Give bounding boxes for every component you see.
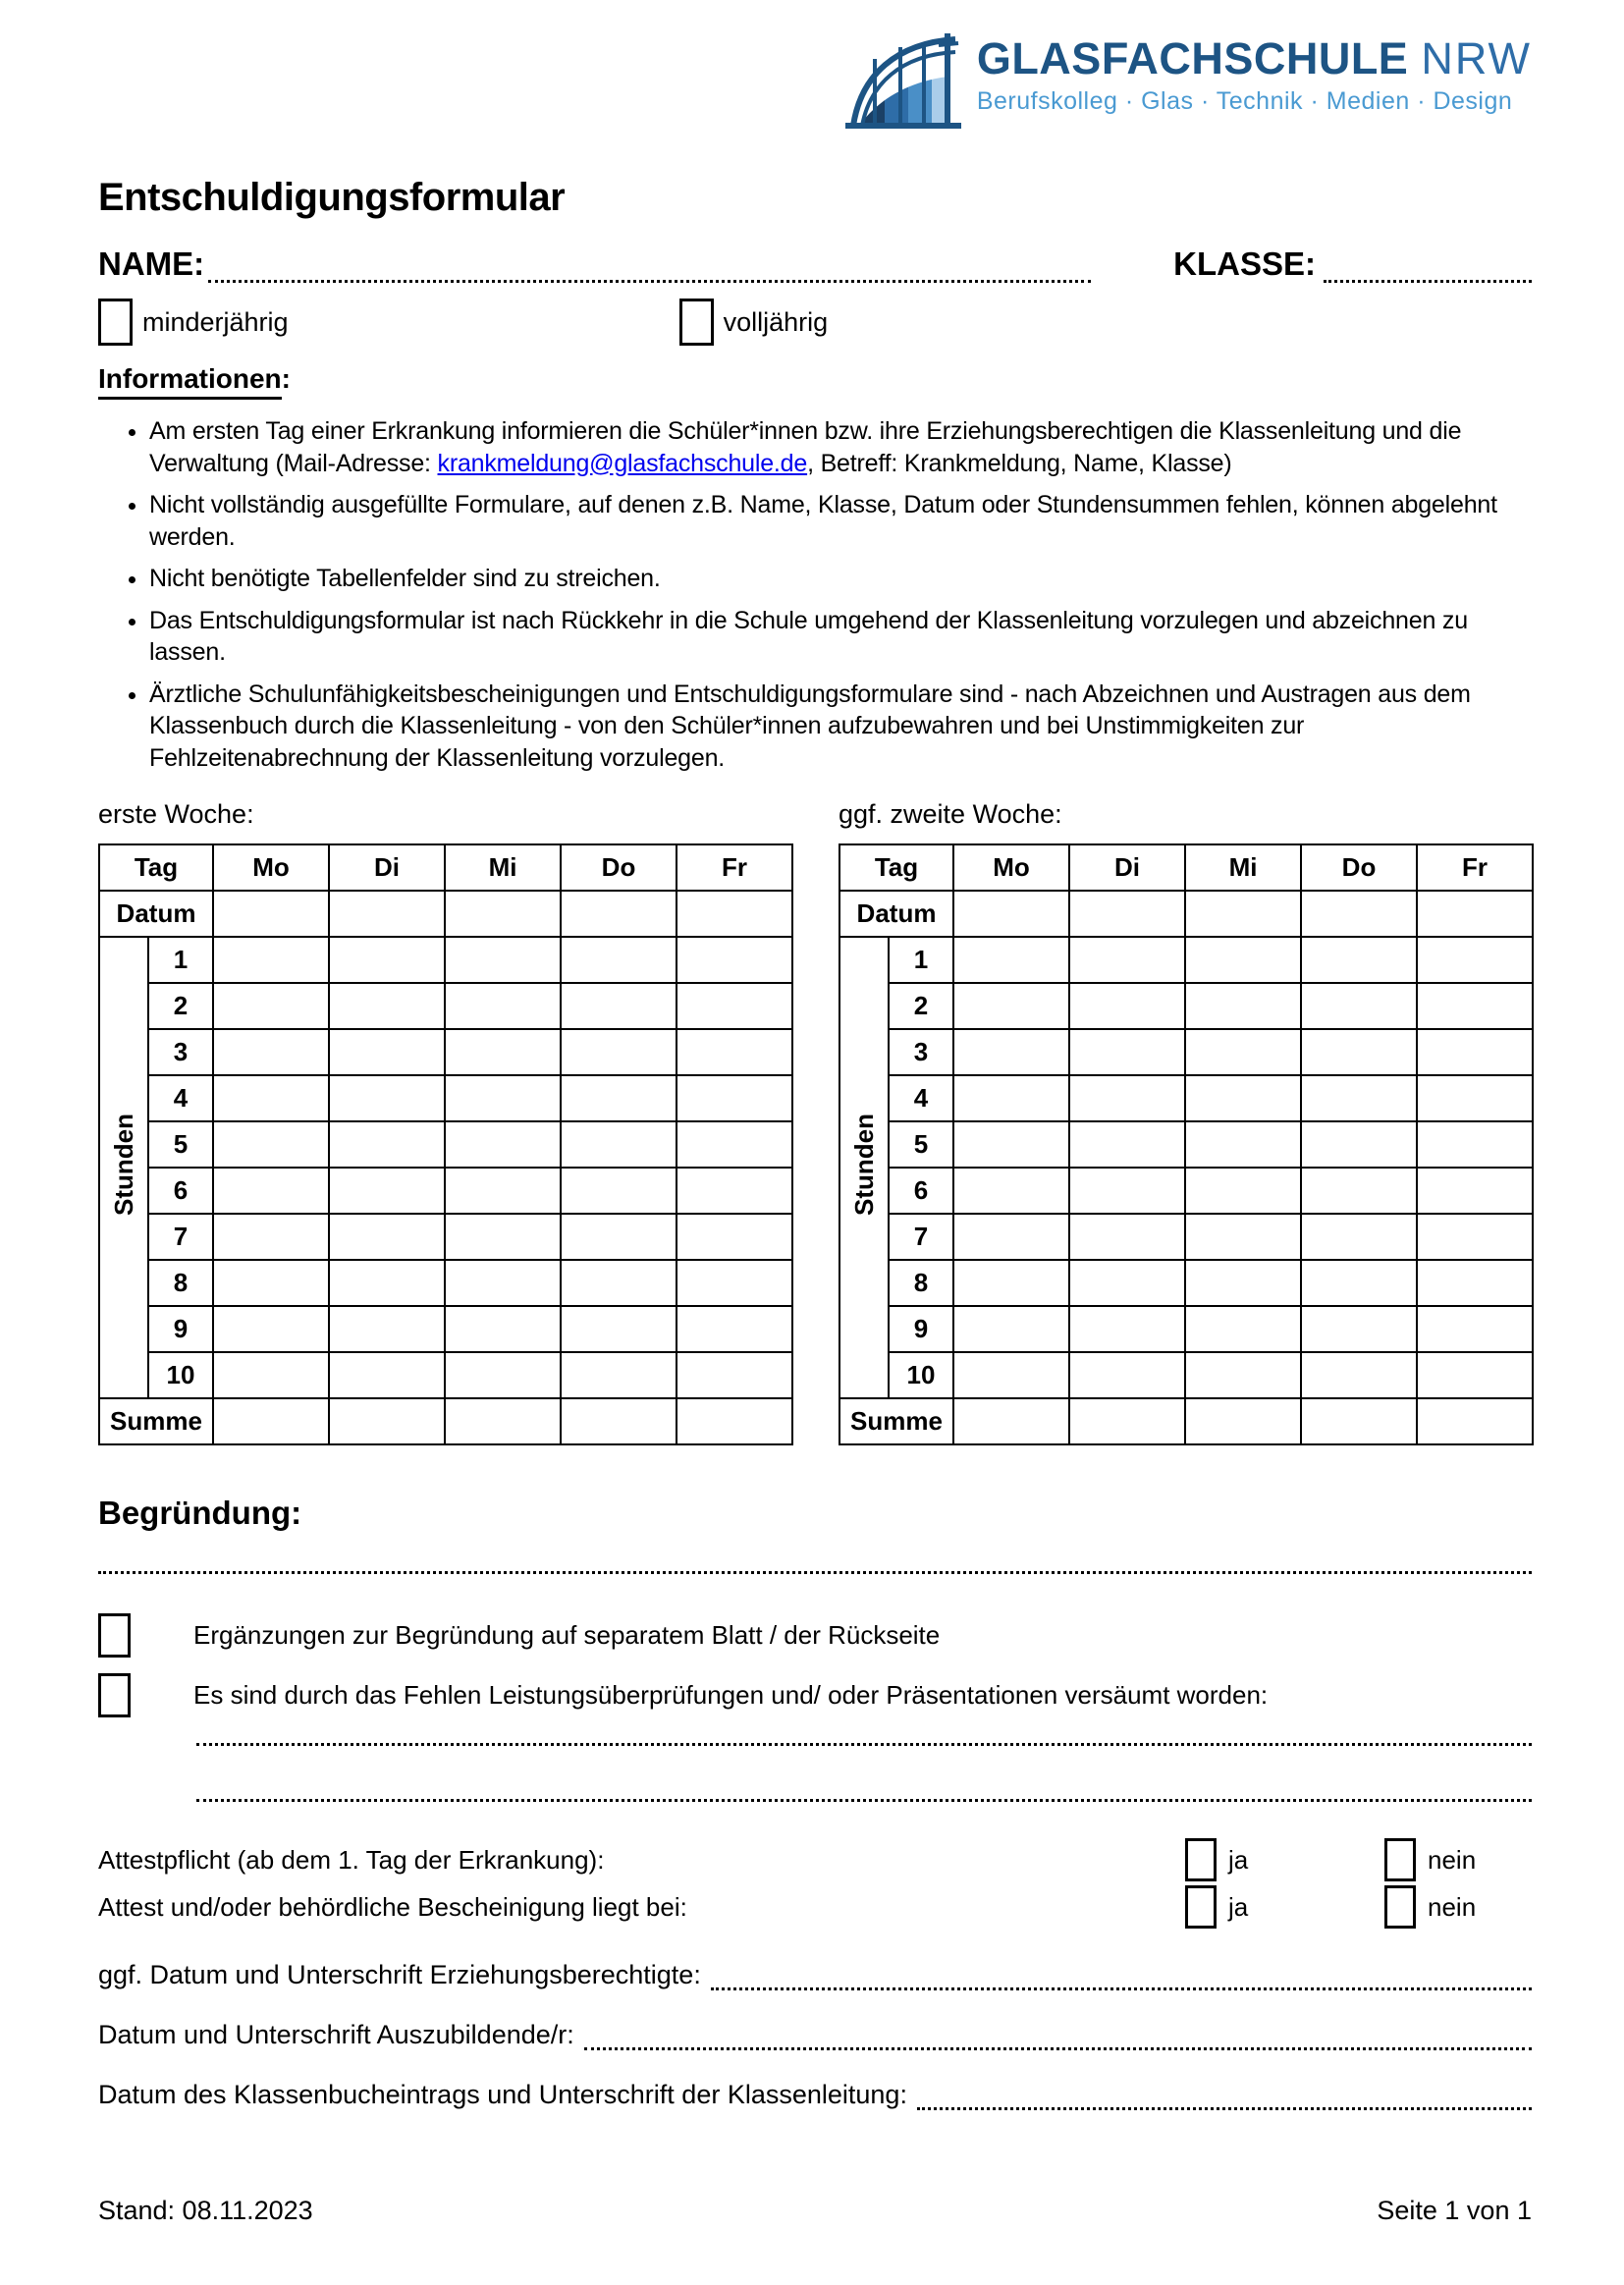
hour-cell[interactable] [329, 1306, 445, 1352]
hour-cell[interactable] [1301, 1121, 1417, 1168]
hour-cell[interactable] [1185, 937, 1301, 983]
hour-cell[interactable] [1069, 1029, 1185, 1075]
hour-cell[interactable] [677, 1029, 792, 1075]
first-week-label: erste Woche: [98, 799, 254, 829]
hour-cell[interactable] [445, 983, 561, 1029]
klasse-input-line[interactable] [1324, 247, 1532, 283]
krankmeldung-email-link[interactable]: krankmeldung@glasfachschule.de [437, 449, 808, 477]
day-header-mo: Mo [953, 844, 1069, 891]
age-checkbox-row [98, 299, 1532, 346]
attest-pflicht-no-checkbox[interactable] [1384, 1838, 1416, 1881]
datum-cell[interactable] [213, 891, 329, 937]
hour-cell[interactable] [561, 1352, 677, 1398]
summe-cell[interactable] [213, 1398, 329, 1444]
hour-cell[interactable] [329, 1029, 445, 1075]
hour-label-3: 3 [148, 1029, 213, 1075]
adult-option [679, 299, 829, 346]
summe-cell[interactable] [1301, 1398, 1417, 1444]
hour-label-8: 8 [889, 1260, 953, 1306]
hour-cell[interactable] [1069, 983, 1185, 1029]
signature-input-line[interactable] [917, 2079, 1532, 2110]
begruendung-heading: Begründung: [98, 1495, 302, 1531]
hour-cell[interactable] [1185, 983, 1301, 1029]
hour-cell[interactable] [445, 1306, 561, 1352]
name-label: NAME: [98, 245, 205, 282]
hour-cell[interactable] [1185, 1168, 1301, 1214]
minor-label: minderjährig [142, 306, 289, 337]
attest-section [98, 1837, 1532, 1930]
hour-cell[interactable] [1185, 1260, 1301, 1306]
hour-cell[interactable] [1301, 1168, 1417, 1214]
hour-label-7: 7 [889, 1214, 953, 1260]
page-footer [98, 2196, 1532, 2226]
second-week-block [839, 799, 1532, 1445]
summe-label: Summe [99, 1398, 213, 1444]
hour-cell[interactable] [213, 1029, 329, 1075]
datum-cell[interactable] [953, 891, 1069, 937]
hour-label-6: 6 [889, 1168, 953, 1214]
hour-cell[interactable] [329, 1260, 445, 1306]
first-week-table-container [98, 843, 791, 1445]
datum-cell[interactable] [329, 891, 445, 937]
hour-cell[interactable] [677, 1168, 792, 1214]
attest-pflicht-yes-option [1185, 1838, 1248, 1881]
datum-cell[interactable] [1417, 891, 1533, 937]
hour-cell[interactable] [445, 1260, 561, 1306]
hour-cell[interactable] [1185, 1029, 1301, 1075]
hour-cell[interactable] [953, 1075, 1069, 1121]
hour-label-9: 9 [889, 1306, 953, 1352]
day-header-fr: Fr [677, 844, 792, 891]
day-header-do: Do [1301, 844, 1417, 891]
minor-checkbox[interactable] [98, 299, 133, 346]
hour-cell[interactable] [561, 1306, 677, 1352]
hour-cell[interactable] [329, 983, 445, 1029]
begruendung-input-line[interactable] [98, 1571, 1532, 1574]
day-header-do: Do [561, 844, 677, 891]
hour-cell[interactable] [953, 1029, 1069, 1075]
hour-cell[interactable] [677, 983, 792, 1029]
name-klasse-row [98, 245, 1532, 283]
attest-row-liegt-bei [98, 1884, 1532, 1930]
hour-cell[interactable] [1185, 1075, 1301, 1121]
hour-cell[interactable] [1185, 1352, 1301, 1398]
hour-label-3: 3 [889, 1029, 953, 1075]
signature-label: ggf. Datum und Unterschrift Erziehungsberechtigte: [98, 1960, 701, 1989]
hour-cell[interactable] [213, 1168, 329, 1214]
missed-exams-checkbox[interactable] [98, 1673, 131, 1717]
hour-cell[interactable] [561, 1029, 677, 1075]
hour-label-2: 2 [148, 983, 213, 1029]
extra-sheet-option [98, 1613, 1532, 1658]
hour-cell[interactable] [329, 937, 445, 983]
hour-cell[interactable] [213, 1214, 329, 1260]
summe-label: Summe [839, 1398, 953, 1444]
attest-pflicht-label: Attestpflicht (ab dem 1. Tag der Erkrankung): [98, 1844, 605, 1875]
hour-cell[interactable] [953, 1306, 1069, 1352]
info-bullet: • Nicht benötigte Tabellenfelder sind zu streichen. [149, 563, 1532, 595]
hour-cell[interactable] [953, 1214, 1069, 1260]
hour-cell[interactable] [1069, 1121, 1185, 1168]
extra-sheet-label: Ergänzungen zur Begründung auf separatem Blatt / der Rückseite [193, 1620, 941, 1650]
hour-cell[interactable] [445, 1214, 561, 1260]
hour-cell[interactable] [445, 1121, 561, 1168]
signature-row-erziehungsberechtigte [98, 1959, 1532, 1990]
day-header-fr: Fr [1417, 844, 1533, 891]
hour-cell[interactable] [677, 1075, 792, 1121]
stand-date: Stand: 08.11.2023 [98, 2196, 313, 2225]
page-number: Seite 1 von 1 [1377, 2196, 1532, 2225]
info-bullet: • Ärztliche Schulunfähigkeitsbescheinigungen und Entschuldigungsformulare sind - nach Abzeichnen und Austragen aus dem Klassenbuch durch die Klassenleitung - von den Schüler*innen aufzubewahren und bei Unstimmigkeiten zur Fehlzeitenabrechnung der Klassenleitung vorzulegen. [149, 679, 1532, 775]
hour-cell[interactable] [329, 1214, 445, 1260]
hour-label-1: 1 [148, 937, 213, 983]
attest-liegt-bei-label: Attest und/oder behördliche Bescheinigung liegt bei: [98, 1891, 687, 1922]
hour-cell[interactable] [561, 1121, 677, 1168]
hour-label-1: 1 [889, 937, 953, 983]
stunden-label: Stunden [99, 937, 148, 1398]
week-table [839, 843, 1534, 1445]
hour-cell[interactable] [1185, 1214, 1301, 1260]
hour-label-10: 10 [889, 1352, 953, 1398]
hour-label-10: 10 [148, 1352, 213, 1398]
info-bullet: • Nicht vollständig ausgefüllte Formulare, auf denen z.B. Name, Klasse, Datum oder Stundensummen fehlen, können abgelehnt werden. [149, 489, 1532, 553]
summe-cell[interactable] [1185, 1398, 1301, 1444]
hour-cell[interactable] [1069, 1352, 1185, 1398]
hour-cell[interactable] [329, 1168, 445, 1214]
missed-exams-input-line-2[interactable] [196, 1799, 1532, 1802]
hour-cell[interactable] [1069, 937, 1185, 983]
hour-cell[interactable] [1301, 1306, 1417, 1352]
datum-cell[interactable] [1069, 891, 1185, 937]
attest-liegt-bei-no-checkbox[interactable] [1384, 1885, 1416, 1929]
second-week-table-container [839, 843, 1532, 1445]
hour-cell[interactable] [1417, 1075, 1533, 1121]
hour-cell[interactable] [213, 1260, 329, 1306]
hour-cell[interactable] [445, 1168, 561, 1214]
yes-label: ja [1228, 1844, 1249, 1875]
hour-cell[interactable] [1301, 1352, 1417, 1398]
missed-exams-input-line-1[interactable] [196, 1743, 1532, 1746]
datum-label: Datum [99, 891, 213, 937]
attest-liegt-bei-no-option [1384, 1885, 1476, 1929]
day-header-di: Di [329, 844, 445, 891]
hour-cell[interactable] [329, 1075, 445, 1121]
hour-cell[interactable] [1301, 983, 1417, 1029]
info-bullet: • Das Entschuldigungsformular ist nach Rückkehr in die Schule umgehend der Klassenleitung vorzulegen und abzeichnen zu lassen. [149, 605, 1532, 669]
no-label: nein [1428, 1891, 1477, 1922]
datum-cell[interactable] [1185, 891, 1301, 937]
datum-cell[interactable] [677, 891, 792, 937]
hour-cell[interactable] [213, 937, 329, 983]
hour-cell[interactable] [1417, 1260, 1533, 1306]
hour-cell[interactable] [1069, 1075, 1185, 1121]
name-input-line[interactable] [208, 247, 1091, 283]
hour-cell[interactable] [1069, 1214, 1185, 1260]
summe-cell[interactable] [445, 1398, 561, 1444]
hour-cell[interactable] [1417, 983, 1533, 1029]
stunden-label: Stunden [839, 937, 889, 1398]
attest-liegt-bei-yes-checkbox[interactable] [1185, 1885, 1217, 1929]
glasfachschule-logo [845, 27, 1532, 142]
hour-cell[interactable] [1185, 1121, 1301, 1168]
extra-sheet-checkbox[interactable] [98, 1613, 131, 1658]
hour-label-4: 4 [889, 1075, 953, 1121]
first-week-block [98, 799, 791, 1445]
summe-cell[interactable] [1417, 1398, 1533, 1444]
yes-label: ja [1228, 1891, 1249, 1922]
header [98, 0, 1532, 142]
hour-cell[interactable] [1417, 1352, 1533, 1398]
signature-row-klassenleitung [98, 2079, 1532, 2110]
second-week-label: ggf. zweite Woche: [839, 799, 1062, 829]
summe-cell[interactable] [561, 1398, 677, 1444]
hour-label-6: 6 [148, 1168, 213, 1214]
glass-arch-logo-icon [845, 27, 961, 142]
hour-cell[interactable] [561, 1214, 677, 1260]
hour-cell[interactable] [677, 1260, 792, 1306]
hour-cell[interactable] [213, 1352, 329, 1398]
logo-subtitle: Berufskolleg · Glas · Technik · Medien · Design [976, 87, 1513, 116]
hour-cell[interactable] [445, 1029, 561, 1075]
info-bullet: • Am ersten Tag einer Erkrankung informieren die Schüler*innen bzw. ihre Erziehungsberechtigen die Klassenleitung und die Verwaltung (Mail-Adresse: krankmeldung@glasfachschule.de, Betreff: Krankmeldung, Name, Klasse) [149, 415, 1532, 479]
summe-cell[interactable] [1069, 1398, 1185, 1444]
hour-cell[interactable] [329, 1121, 445, 1168]
hour-cell[interactable] [1069, 1168, 1185, 1214]
hour-label-5: 5 [889, 1121, 953, 1168]
hour-cell[interactable] [953, 1352, 1069, 1398]
hour-cell[interactable] [1069, 1260, 1185, 1306]
hour-cell[interactable] [561, 1075, 677, 1121]
signature-label: Datum und Unterschrift Auszubildende/r: [98, 2020, 574, 2049]
page-title: Entschuldigungsformular [98, 176, 566, 219]
hour-label-5: 5 [148, 1121, 213, 1168]
signature-label: Datum des Klassenbucheintrags und Unterschrift der Klassenleitung: [98, 2080, 907, 2109]
day-header-di: Di [1069, 844, 1185, 891]
summe-cell[interactable] [677, 1398, 792, 1444]
signature-row-auszubildende [98, 2019, 1532, 2050]
hour-label-2: 2 [889, 983, 953, 1029]
adult-checkbox[interactable] [679, 299, 714, 346]
hour-cell[interactable] [213, 1121, 329, 1168]
summe-cell[interactable] [329, 1398, 445, 1444]
hour-cell[interactable] [561, 937, 677, 983]
hour-cell[interactable] [1417, 1214, 1533, 1260]
datum-label: Datum [839, 891, 953, 937]
hour-cell[interactable] [213, 1075, 329, 1121]
hour-cell[interactable] [561, 1260, 677, 1306]
hour-cell[interactable] [561, 1168, 677, 1214]
week-tables-section [98, 799, 1532, 1445]
week-table [98, 843, 793, 1445]
logo-title: GLASFACHSCHULE NRW [976, 33, 1532, 83]
hour-cell[interactable] [677, 1306, 792, 1352]
hour-cell[interactable] [213, 983, 329, 1029]
hour-label-7: 7 [148, 1214, 213, 1260]
hour-cell[interactable] [1301, 1075, 1417, 1121]
hour-cell[interactable] [1185, 1306, 1301, 1352]
datum-cell[interactable] [1301, 891, 1417, 937]
hour-cell[interactable] [677, 1352, 792, 1398]
logo-text [977, 27, 1532, 116]
hour-cell[interactable] [953, 1121, 1069, 1168]
signature-input-line[interactable] [584, 2019, 1532, 2050]
hour-cell[interactable] [561, 983, 677, 1029]
hour-cell[interactable] [953, 983, 1069, 1029]
hour-cell[interactable] [677, 937, 792, 983]
day-header-mo: Mo [213, 844, 329, 891]
no-label: nein [1428, 1844, 1477, 1875]
datum-cell[interactable] [445, 891, 561, 937]
hour-cell[interactable] [953, 1168, 1069, 1214]
hour-cell[interactable] [953, 1260, 1069, 1306]
missed-exams-label: Es sind durch das Fehlen Leistungsüberprüfungen und/ oder Präsentationen versäumt worden: [193, 1680, 1269, 1710]
tag-corner-label: Tag [99, 844, 213, 891]
hour-label-9: 9 [148, 1306, 213, 1352]
klasse-label: KLASSE: [1173, 245, 1316, 282]
hour-cell[interactable] [445, 1352, 561, 1398]
hour-cell[interactable] [1301, 937, 1417, 983]
day-header-mi: Mi [445, 844, 561, 891]
minor-option [98, 299, 289, 346]
hour-cell[interactable] [1301, 1214, 1417, 1260]
hour-label-4: 4 [148, 1075, 213, 1121]
hour-cell[interactable] [445, 937, 561, 983]
hour-label-8: 8 [148, 1260, 213, 1306]
info-heading: Informationen: [98, 363, 1532, 400]
hour-cell[interactable] [677, 1214, 792, 1260]
signature-input-line[interactable] [711, 1959, 1532, 1990]
hour-cell[interactable] [213, 1306, 329, 1352]
hour-cell[interactable] [1069, 1306, 1185, 1352]
attest-pflicht-no-option [1384, 1838, 1476, 1881]
hour-cell[interactable] [953, 937, 1069, 983]
day-header-mi: Mi [1185, 844, 1301, 891]
hour-cell[interactable] [1417, 937, 1533, 983]
adult-label: volljährig [723, 306, 829, 337]
missed-exams-option [98, 1673, 1532, 1717]
logo-region: NRW [1421, 33, 1532, 83]
attest-pflicht-yes-checkbox[interactable] [1185, 1838, 1217, 1881]
hour-cell[interactable] [445, 1075, 561, 1121]
hour-cell[interactable] [1417, 1168, 1533, 1214]
summe-cell[interactable] [953, 1398, 1069, 1444]
hour-cell[interactable] [1417, 1306, 1533, 1352]
hour-cell[interactable] [1301, 1029, 1417, 1075]
attest-liegt-bei-yes-option [1185, 1885, 1248, 1929]
datum-cell[interactable] [561, 891, 677, 937]
hour-cell[interactable] [329, 1352, 445, 1398]
hour-cell[interactable] [677, 1121, 792, 1168]
hour-cell[interactable] [1417, 1029, 1533, 1075]
hour-cell[interactable] [1417, 1121, 1533, 1168]
info-bullet-list [98, 415, 1532, 774]
attest-row-pflicht [98, 1837, 1532, 1882]
hour-cell[interactable] [1301, 1260, 1417, 1306]
tag-corner-label: Tag [839, 844, 953, 891]
